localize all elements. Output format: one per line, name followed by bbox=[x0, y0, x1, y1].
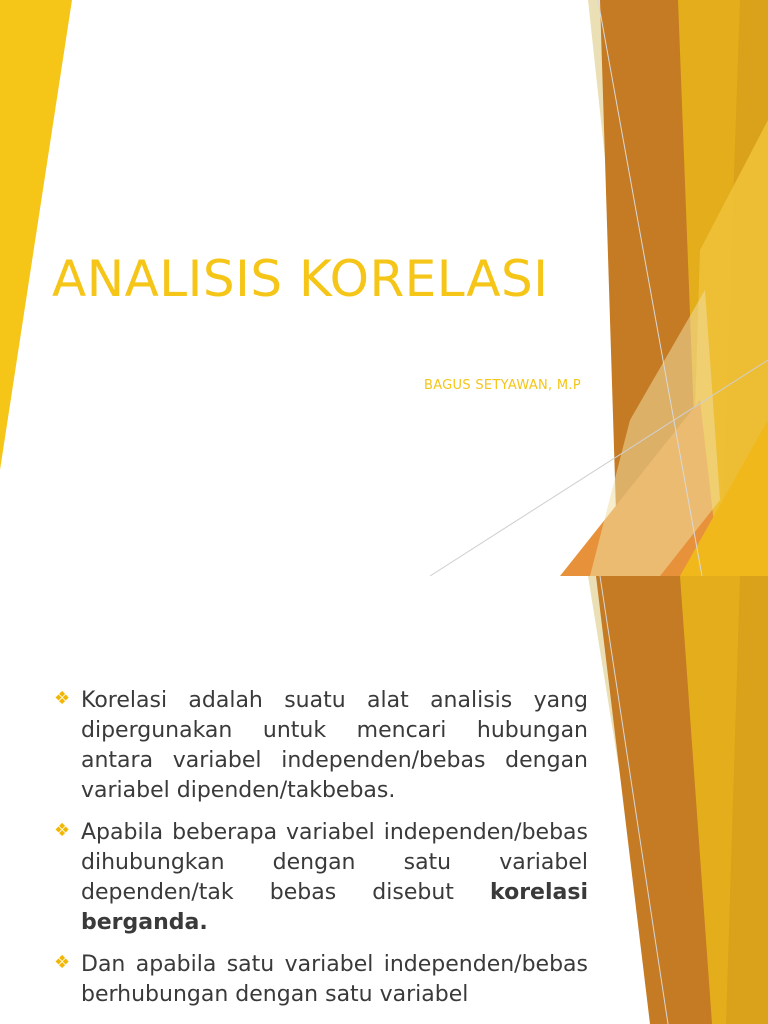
four-diamond-bullet-icon: ❖ bbox=[54, 952, 71, 973]
slide-title: ANALISIS KORELASI bbox=[52, 250, 549, 308]
content-slide bbox=[0, 576, 768, 1024]
bullet-text: Dan apabila satu variabel independen/bebas berhubungan dengan satu variabel bbox=[81, 952, 588, 1007]
bold-term: korelasi berganda. bbox=[81, 880, 588, 935]
bullet-text: Korelasi adalah suatu alat analisis yang dipergunakan untuk mencari hubungan antara variabel independen/bebas dengan variabel dipenden/takbebas. bbox=[81, 688, 588, 803]
four-diamond-bullet-icon: ❖ bbox=[54, 688, 71, 709]
bullet-item bbox=[54, 950, 588, 1010]
bullet-item bbox=[54, 686, 588, 806]
bullet-list bbox=[54, 686, 588, 1022]
bullet-item bbox=[54, 818, 588, 938]
slide-subtitle: BAGUS SETYAWAN, M.P bbox=[424, 378, 581, 393]
four-diamond-bullet-icon: ❖ bbox=[54, 820, 71, 841]
bullet-text: Apabila beberapa variabel independen/bebas dihubungkan dengan satu variabel dependen/tak bebas disebut korelasi berganda. bbox=[81, 820, 588, 935]
left-yellow-band bbox=[0, 0, 72, 470]
